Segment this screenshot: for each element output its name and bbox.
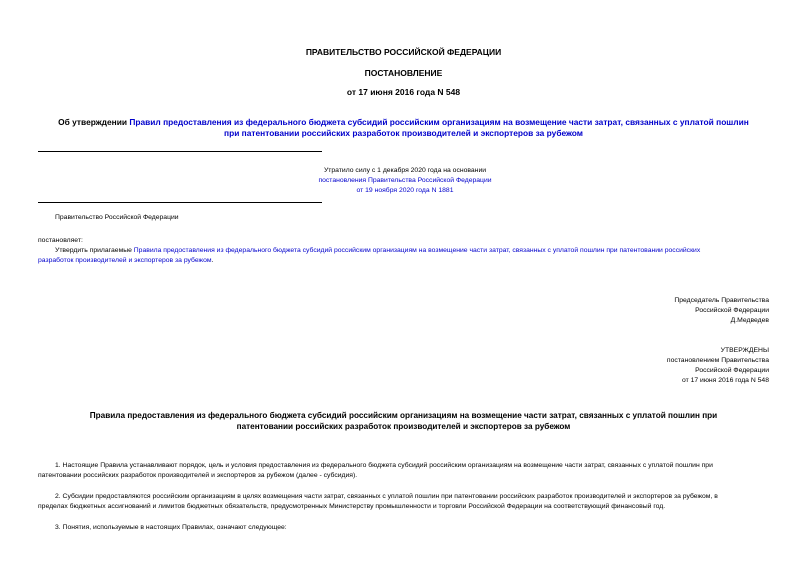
signature-position: Председатель Правительства [674,297,769,304]
rules-title-line: Правила предоставления из федерального бюджета субсидий российским организациям на возмещение части затрат, связанных с уплатой пошлин при [89,411,718,420]
status-note-link[interactable]: постановления Правительства Российской Федерации [318,177,492,184]
paragraph-line: патентовании российских разработок производителей и экспортеров за рубежом (далее - субсидия). [38,472,358,479]
status-note-link-date[interactable]: от 19 ноября 2020 года N 1881 [356,187,454,194]
paragraph-1 [38,461,770,481]
approved-by: постановлением Правительства [666,357,769,364]
separator-line [38,202,322,203]
rules-title-line: патентовании российских разработок производителей и экспортеров за рубежом [236,422,571,431]
approve-paragraph [38,246,770,266]
paragraph-line: пределах бюджетных ассигнований и лимитов бюджетных обязательств, предусмотренных Министерству промышленности и торговли Российской Федерации на соответствующий финансовый год. [38,503,666,510]
separator-line [38,151,322,152]
approved-country: Российской Федерации [695,367,769,374]
title-link-rules-cont[interactable]: при патентовании российских разработок производителей и экспортеров за рубежом [224,128,583,138]
government-heading: ПРАВИТЕЛЬСТВО РОССИЙСКОЙ ФЕДЕРАЦИИ [305,47,502,57]
decrees-word: постановляет: [38,237,83,244]
approve-suffix: . [211,257,214,264]
document-type: ПОСТАНОВЛЕНИЕ [364,68,443,78]
approve-link-rules-cont[interactable]: разработок производителей и экспортеров за рубежом [38,257,212,264]
approved-block [500,346,769,386]
status-note-text: Утратило силу с 1 декабря 2020 года на основании [323,167,487,174]
title-prefix: Об утверждении [58,117,130,127]
signature-name: Д.Медведев [730,317,769,324]
paragraph-3 [38,523,770,533]
paragraph-line: 2. Субсидии предоставляются российским организациям в целях возмещения части затрат, связанных с уплатой пошлин при патентовании российских разработок производителей и экспортеров за рубежом, в [55,493,718,500]
rules-title [20,410,787,432]
approved-label: УТВЕРЖДЕНЫ [720,347,769,354]
signature-block [500,296,769,326]
paragraph-line: 1. Настоящие Правила устанавливают порядок, цель и условия предоставления из федерального бюджета субсидий российским организациям на возмещение части затрат, связанных с уплатой пошлин при [55,462,713,469]
government-subject: Правительство Российской Федерации [55,214,179,221]
approved-date: от 17 июня 2016 года N 548 [681,377,769,384]
approve-link-rules[interactable]: Правила предоставления из федерального бюджета субсидий российским организациям на возмещение части затрат, связанных с уплатой пошлин при патентовании российских [133,247,701,254]
document-date-number: от 17 июня 2016 года N 548 [346,87,461,97]
status-note [240,166,570,196]
signature-country: Российской Федерации [695,307,769,314]
document-title [20,117,787,139]
paragraph-line: 3. Понятия, используемые в настоящих Правилах, означают следующее: [55,524,287,531]
approve-prefix: Утвердить прилагаемые [55,247,134,254]
paragraph-2 [38,492,770,512]
title-link-rules[interactable]: Правил предоставления из федерального бюджета субсидий российским организациям на возмещение части затрат, связанных с уплатой пошлин [129,117,749,127]
